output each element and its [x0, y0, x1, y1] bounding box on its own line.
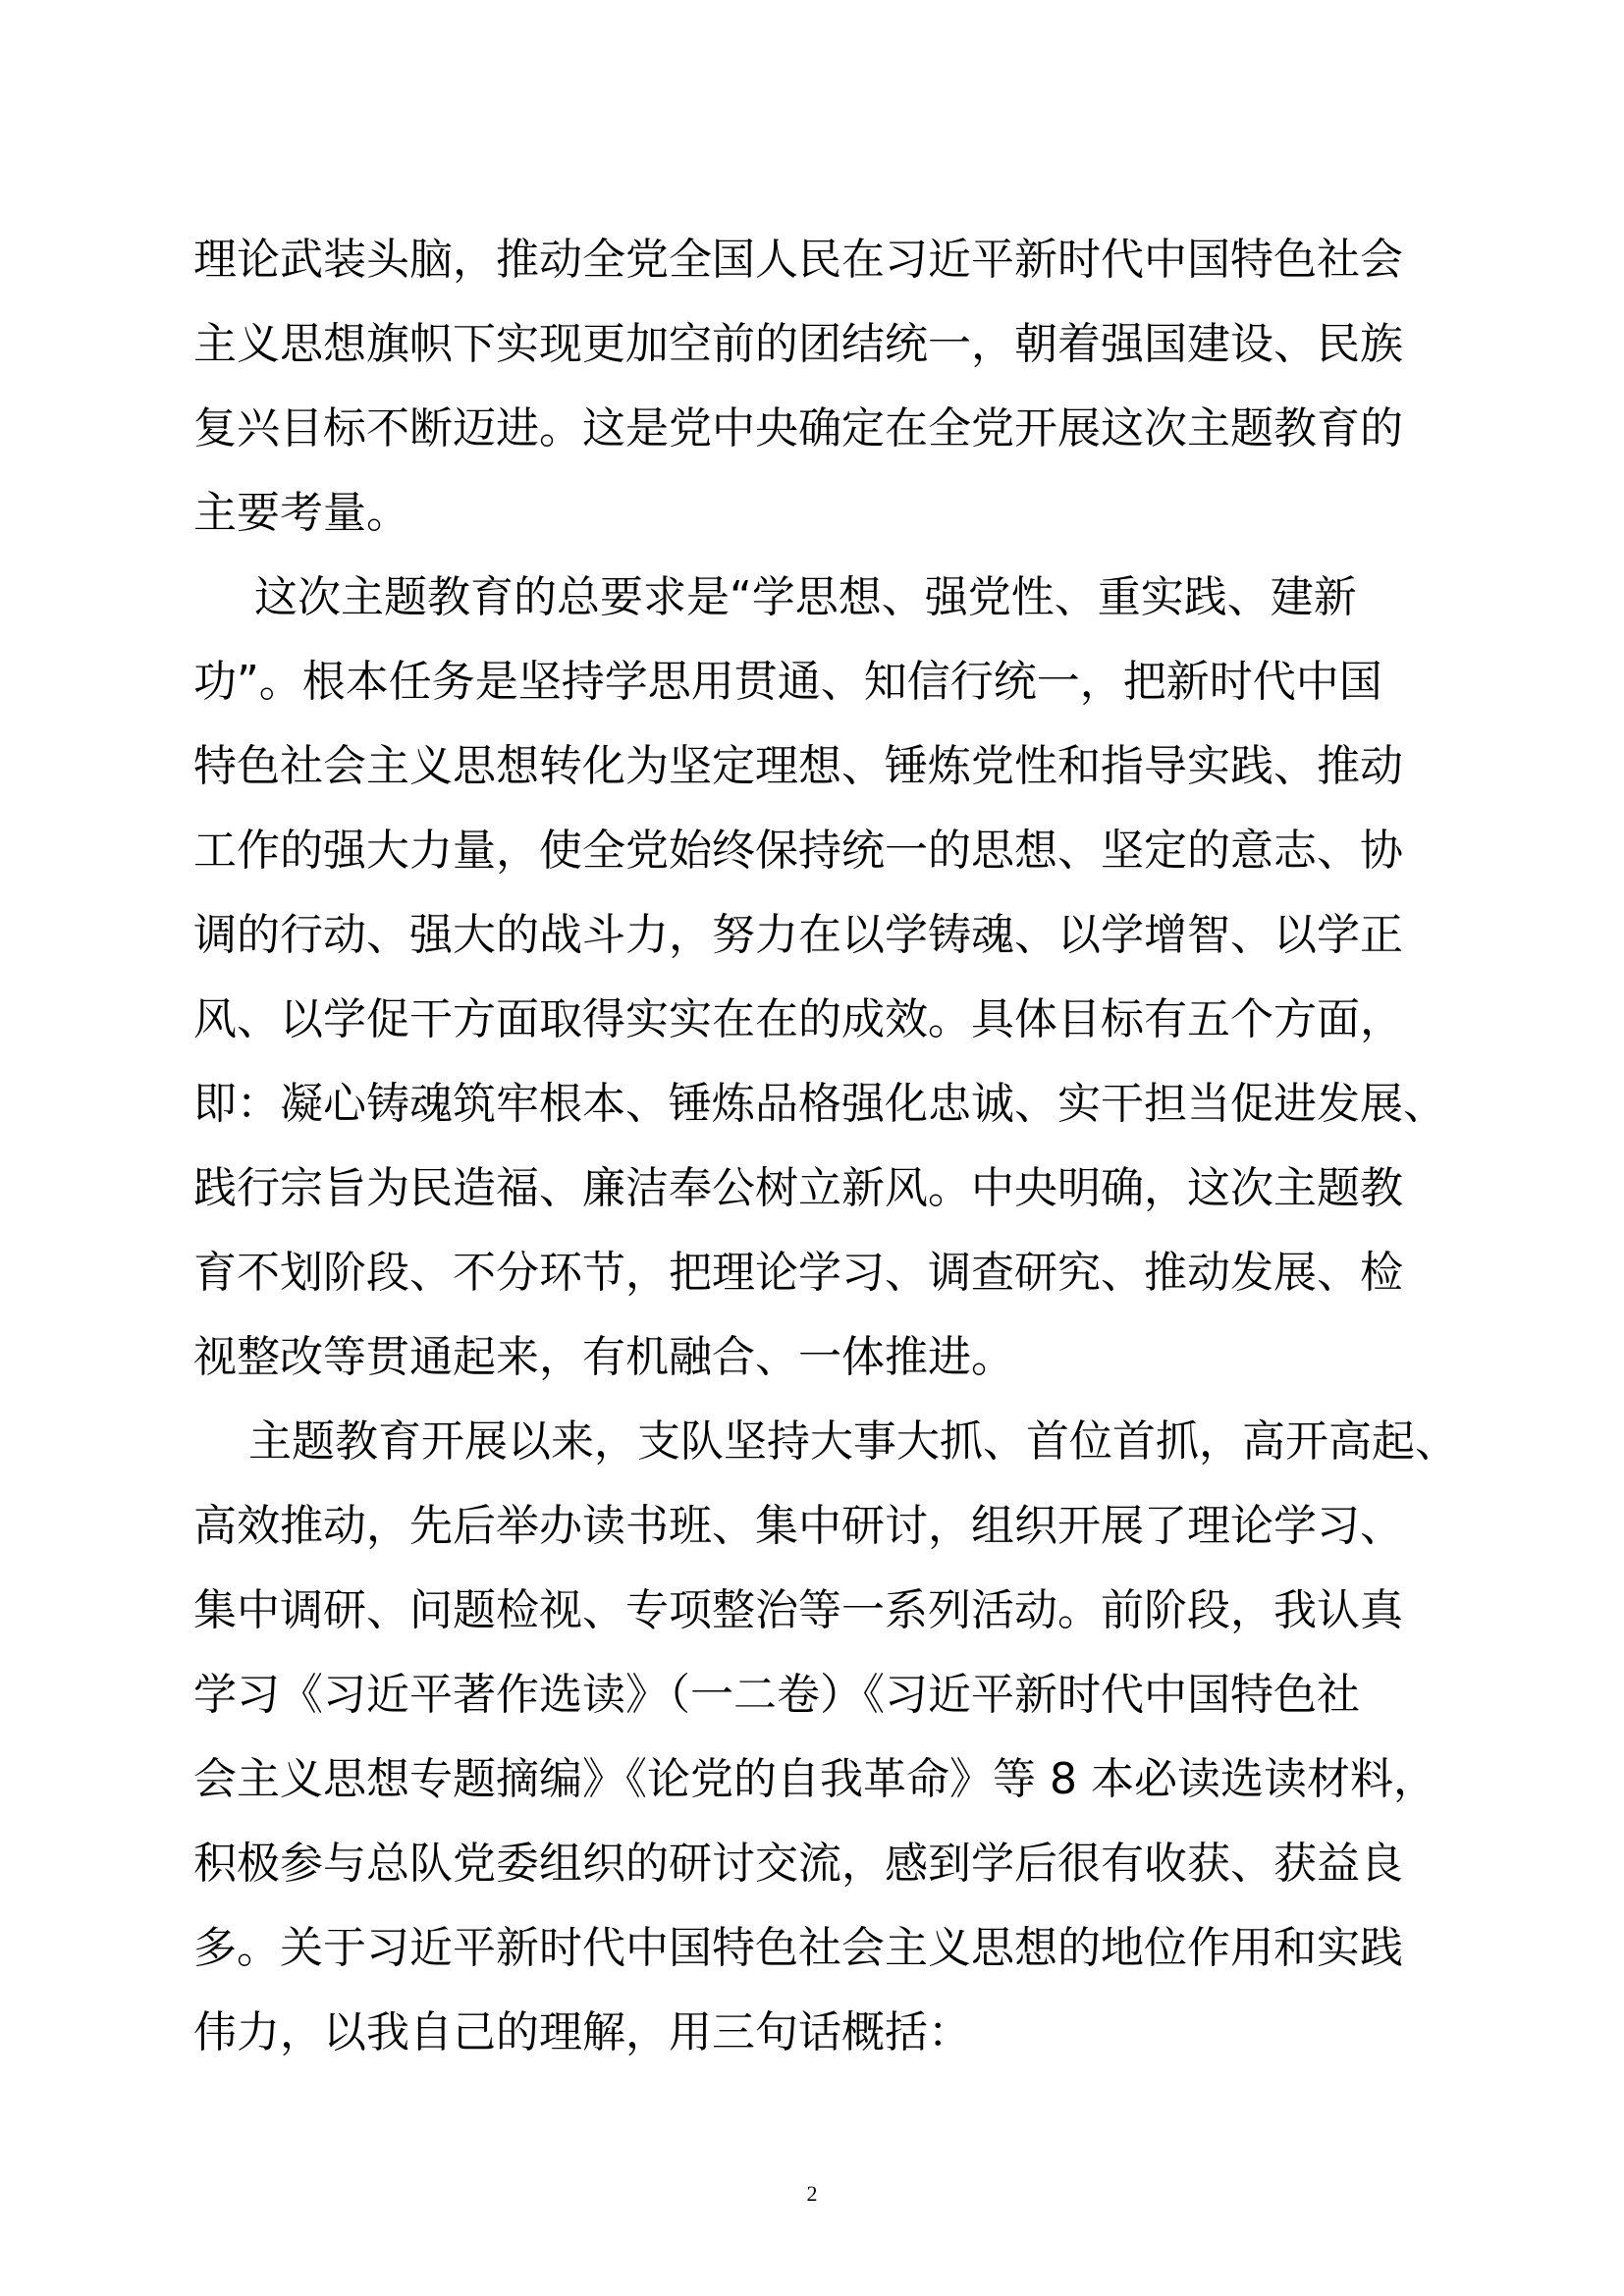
body-text — [193, 218, 1458, 2075]
text-line: 育不划阶段、不分环节，把理论学习、调查研究、推动发展、检 — [193, 1248, 1403, 1298]
text-line: 工作的强大力量，使全党始终保持统一的思想、坚定的意志、协 — [193, 826, 1403, 876]
text-line: 理论武装头脑，推动全党全国人民在习近平新时代中国特色社会 — [193, 235, 1403, 285]
text-line: 伟力，以我自己的理解，用三句话概括： — [193, 2007, 971, 2057]
text-line: 即：凝心铸魂筑牢根本、锤炼品格强化忠诚、实干担当促进发展、 — [193, 1079, 1446, 1129]
text-line: 积极参与总队党委组织的研讨交流，感到学后很有收获、获益良 — [193, 1839, 1403, 1889]
text-line: 调的行动、强大的战斗力，努力在以学铸魂、以学增智、以学正 — [193, 910, 1403, 960]
text-line: 主题教育开展以来，支队坚持大事大抓、首位首抓，高开高起、 — [248, 1416, 1458, 1467]
text-line: 多。关于习近平新时代中国特色社会主义思想的地位作用和实践 — [193, 1923, 1403, 1973]
text-line: 会主义思想专题摘编》《论党的自我革命》等 8 本必读选读材料， — [193, 1754, 1436, 1804]
text-line: 学习《习近平著作选读》（一二卷）《习近平新时代中国特色社 — [193, 1670, 1360, 1720]
page-number: 2 — [806, 2181, 818, 2206]
text-line: 主要考量。 — [193, 488, 409, 538]
text-line: 风、以学促干方面取得实实在在的成效。具体目标有五个方面， — [193, 994, 1403, 1044]
paragraph-1 — [193, 218, 1433, 556]
text-line: 视整改等贯通起来，有机融合、一体推进。 — [193, 1332, 1014, 1382]
text-line: 集中调研、问题检视、专项整治等一系列活动。前阶段，我认真 — [193, 1585, 1403, 1635]
text-line: 这次主题教育的总要求是“学思想、强党性、重实践、建新 — [254, 572, 1357, 622]
text-line: 践行宗旨为民造福、廉洁奉公树立新风。中央明确，这次主题教 — [193, 1163, 1403, 1213]
paragraph-3 — [193, 1400, 1458, 2075]
text-line: 特色社会主义思想转化为坚定理想、锤炼党性和指导实践、推动 — [193, 741, 1403, 791]
text-line: 功”。根本任务是坚持学思用贯通、知信行统一，把新时代中国 — [193, 657, 1382, 707]
text-line: 复兴目标不断迈进。这是党中央确定在全党开展这次主题教育的 — [193, 403, 1403, 454]
text-line: 高效推动，先后举办读书班、集中研讨，组织开展了理论学习、 — [193, 1501, 1403, 1551]
text-line: 主义思想旗帜下实现更加空前的团结统一，朝着强国建设、民族 — [193, 319, 1403, 369]
paragraph-2 — [193, 556, 1446, 1400]
